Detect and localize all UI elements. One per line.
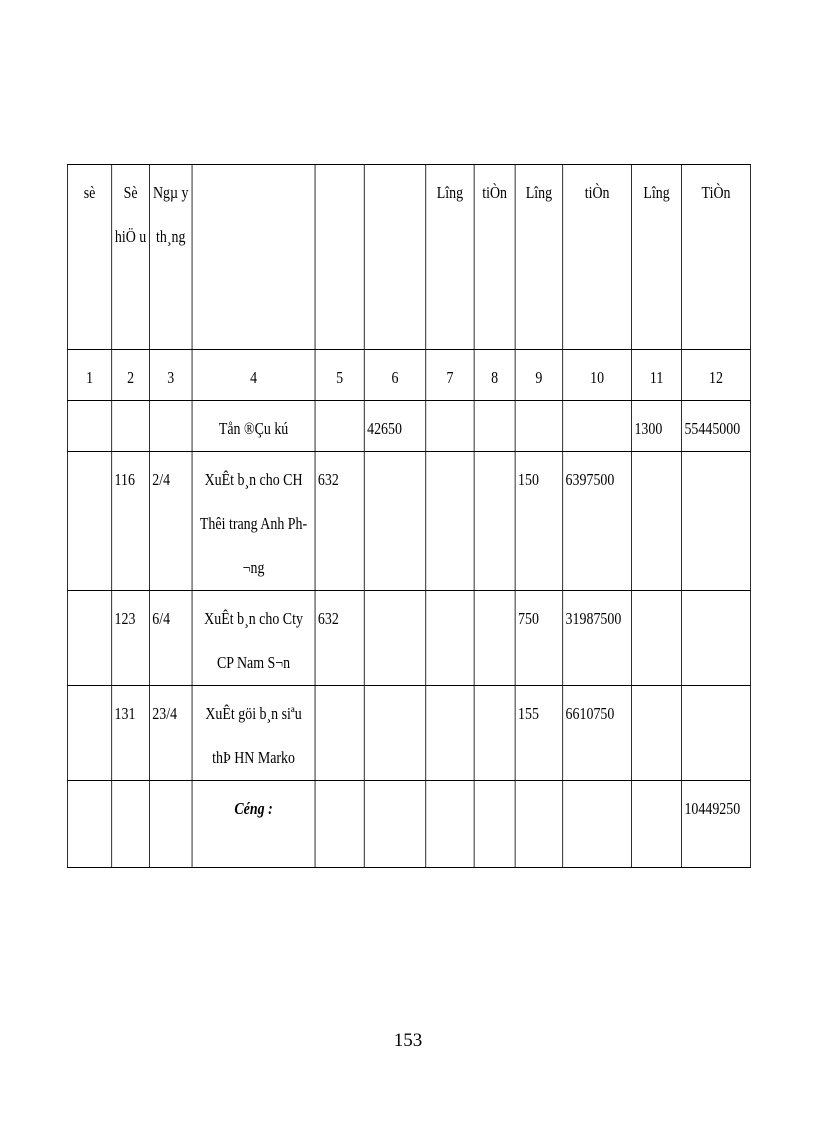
table-cell — [67, 781, 111, 868]
table-cell — [474, 591, 515, 686]
table-cell: 1300 — [632, 401, 682, 452]
column-number: 11 — [632, 350, 682, 401]
header-cell-6 — [364, 165, 426, 350]
column-number-row — [67, 350, 750, 401]
table-row-opening-balance — [67, 401, 750, 452]
header-cell-2: Sè hiÖ u — [112, 165, 150, 350]
column-number: 10 — [563, 350, 632, 401]
table-cell — [67, 401, 111, 452]
table-cell — [67, 686, 111, 781]
table-cell: 632 — [315, 452, 364, 591]
table-cell — [426, 686, 474, 781]
table-cell — [364, 452, 426, 591]
column-number: 6 — [364, 350, 426, 401]
table-cell: 155 — [515, 686, 563, 781]
table-cell — [112, 401, 150, 452]
table-cell: Tån ®Çu kú — [192, 401, 315, 452]
table-cell — [515, 401, 563, 452]
column-number: 5 — [315, 350, 364, 401]
column-number: 9 — [515, 350, 563, 401]
table-cell — [67, 452, 111, 591]
table-cell — [426, 452, 474, 591]
table-cell: 632 — [315, 591, 364, 686]
table-cell — [474, 686, 515, 781]
table-cell — [682, 591, 751, 686]
table-cell — [364, 686, 426, 781]
table-cell — [682, 686, 751, 781]
column-number: 3 — [149, 350, 192, 401]
table-cell: 55445000 — [682, 401, 751, 452]
table-row-total — [67, 781, 750, 868]
column-number: 1 — [67, 350, 111, 401]
table-cell: 6/4 — [149, 591, 192, 686]
table-cell — [112, 781, 150, 868]
table-cell — [67, 591, 111, 686]
table-cell — [149, 401, 192, 452]
header-row — [67, 165, 750, 350]
table-row — [67, 452, 750, 591]
table-cell — [563, 781, 632, 868]
table-cell — [149, 781, 192, 868]
table-cell — [632, 781, 682, 868]
table-cell: 2/4 — [149, 452, 192, 591]
table-cell — [315, 686, 364, 781]
table-cell: 42650 — [364, 401, 426, 452]
header-cell-1: sè — [67, 165, 111, 350]
table-cell — [682, 452, 751, 591]
header-cell-9: Lîng — [515, 165, 563, 350]
ledger-table — [67, 164, 751, 868]
table-cell — [474, 401, 515, 452]
total-value: 10449250 — [682, 781, 751, 868]
header-cell-10: tiÒn — [563, 165, 632, 350]
table-cell: 750 — [515, 591, 563, 686]
table-cell — [474, 452, 515, 591]
column-number: 2 — [112, 350, 150, 401]
table-cell — [515, 781, 563, 868]
table-cell: 31987500 — [563, 591, 632, 686]
table-row — [67, 591, 750, 686]
table-cell: 116 — [112, 452, 150, 591]
table-cell: XuÊt b¸n cho CH Thêi trang Anh Ph¬ng — [192, 452, 315, 591]
table-cell: 23/4 — [149, 686, 192, 781]
table-cell: 6397500 — [563, 452, 632, 591]
table-cell — [315, 401, 364, 452]
table-cell — [315, 781, 364, 868]
table-cell: XuÊt b¸n cho Cty CP Nam S¬n — [192, 591, 315, 686]
table-cell — [426, 591, 474, 686]
table-cell: 6610750 — [563, 686, 632, 781]
table-cell: XuÊt göi b¸n siªu thÞ HN Marko — [192, 686, 315, 781]
header-cell-12: TiÒn — [682, 165, 751, 350]
table-cell — [426, 401, 474, 452]
table-cell — [632, 591, 682, 686]
table-cell: 150 — [515, 452, 563, 591]
table-cell — [632, 452, 682, 591]
column-number: 4 — [192, 350, 315, 401]
table-row — [67, 686, 750, 781]
header-cell-3: Ngµ y th¸ng — [149, 165, 192, 350]
column-number: 8 — [474, 350, 515, 401]
total-label: Céng : — [192, 781, 315, 868]
header-cell-4 — [192, 165, 315, 350]
table-cell — [426, 781, 474, 868]
header-cell-5 — [315, 165, 364, 350]
column-number: 7 — [426, 350, 474, 401]
header-cell-8: tiÒn — [474, 165, 515, 350]
table-cell — [563, 401, 632, 452]
table-cell — [632, 686, 682, 781]
column-number: 12 — [682, 350, 751, 401]
header-cell-7: Lîng — [426, 165, 474, 350]
table-cell — [474, 781, 515, 868]
page-number: 153 — [393, 1030, 423, 1051]
table-cell — [364, 591, 426, 686]
table-cell: 131 — [112, 686, 150, 781]
table-cell — [364, 781, 426, 868]
header-cell-11: Lîng — [632, 165, 682, 350]
table-cell: 123 — [112, 591, 150, 686]
